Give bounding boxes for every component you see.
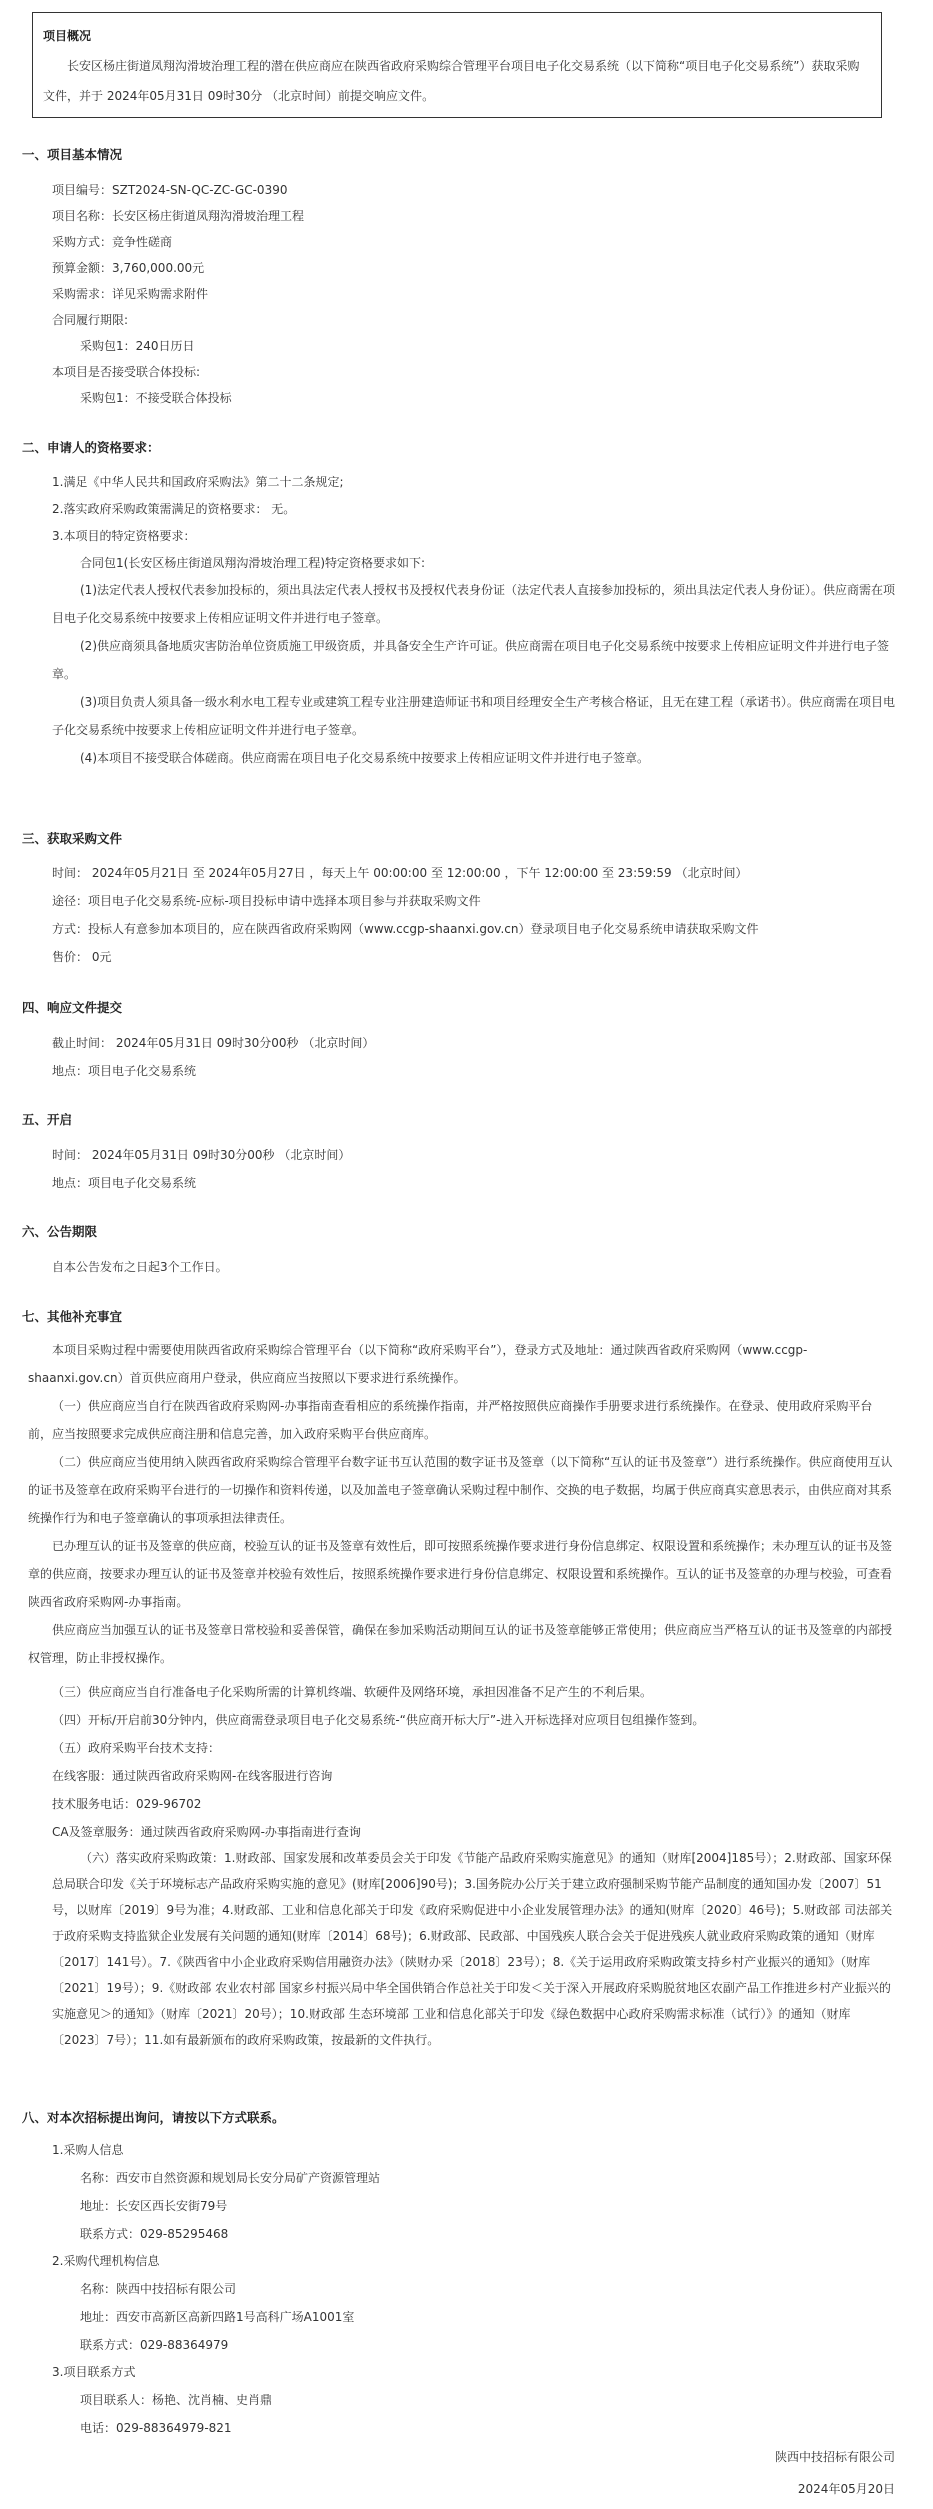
supplement-2-safekeeping: 供应商应当加强互认的证书及签章日常校验和妥善保管，确保在参加采购活动期间互认的证书及签章能够正常使用；供应商应当严格互认的证书及签章的内部授权管理，防止非授权操作。 [28, 1623, 893, 1665]
footer-date: 2024年05月20日 [797, 2482, 895, 2496]
notice-period: 自本公告发布之日起3个工作日。 [52, 1260, 228, 1274]
online-service: 在线客服：通过陕西省政府采购网-在线客服进行咨询 [52, 1769, 333, 1783]
consortium-value: 采购包1：不接受联合体投标 [80, 391, 232, 405]
section-7-title: 七、其他补充事宜 [22, 1309, 123, 1324]
qualification-item-4: (4)本项目不接受联合体磋商。供应商需在项目电子化交易系统中按要求上传相应证明文件并进行电子签章。 [80, 751, 650, 765]
submission-deadline: 截止时间： 2024年05月31日 09时30分00秒 （北京时间） [52, 1036, 375, 1050]
supplement-3: （三）供应商应当自行准备电子化采购所需的计算机终端、软硬件及网络环境，承担因准备不足产生的不利后果。 [52, 1685, 653, 1699]
section-3-title: 三、获取采购文件 [22, 831, 123, 846]
document-price: 售价： 0元 [52, 950, 112, 964]
section-5-title: 五、开启 [22, 1112, 73, 1127]
supplement-4: （四）开标/开启前30分钟内，供应商需登录项目电子化交易系统-“供应商开标大厅”-进入开标选择对应项目包组操作签到。 [52, 1713, 705, 1727]
supplement-1: （一）供应商应当自行在陕西省政府采购网-办事指南查看相应的系统操作指南，并严格按照供应商操作手册要求进行系统操作。在登录、使用政府采购平台前，应当按照要求完成供应商注册和信息完善，加入政府采购平台供应商库。 [28, 1399, 873, 1441]
project-summary-box [32, 12, 882, 118]
supplement-5: （五）政府采购平台技术支持： [52, 1741, 221, 1755]
purchaser-phone: 联系方式：029-85295468 [80, 2227, 229, 2241]
section-2-title: 二、申请人的资格要求： [22, 440, 160, 455]
summary-title: 项目概况 [43, 29, 92, 43]
agency-heading: 2.采购代理机构信息 [52, 2254, 160, 2268]
consortium-label: 本项目是否接受联合体投标: [52, 365, 201, 379]
agency-name: 名称：陕西中技招标有限公司 [80, 2282, 237, 2296]
acquire-method: 方式：投标人有意参加本项目的，应在陕西省政府采购网（www.ccgp-shaanxi.gov.cn）登录项目电子化交易系统申请获取采购文件 [52, 922, 759, 936]
acquire-route: 途径：项目电子化交易系统-应标-项目投标申请中选择本项目参与并获取采购文件 [52, 894, 481, 908]
qualification-item-2: (2)供应商须具备地质灾害防治单位资质施工甲级资质，并具备安全生产许可证。供应商需在项目电子化交易系统中按要求上传相应证明文件并进行电子签章。 [52, 639, 890, 681]
acquire-time: 时间： 2024年05月21日 至 2024年05月27日 ，每天上午 00:00:00 至 12:00:00 ，下午 12:00:00 至 23:59:59 （北京时间） [52, 866, 748, 880]
project-contact-phone: 电话：029-88364979-821 [80, 2421, 232, 2435]
tech-support-phone: 技术服务电话：029-96702 [52, 1797, 202, 1811]
qualification-item-3: (3)项目负责人须具备一级水利水电工程专业或建筑工程专业注册建造师证书和项目经理安全生产考核合格证，且无在建工程（承诺书）。供应商需在项目电子化交易系统中按要求上传相应证明文件并进行电子签章。 [52, 695, 896, 737]
purchaser-address: 地址：长安区西长安街79号 [80, 2199, 228, 2213]
contract-period-value: 采购包1：240日历日 [80, 339, 195, 353]
agency-phone: 联系方式：029-88364979 [80, 2338, 229, 2352]
opening-time: 时间： 2024年05月31日 09时30分00秒 （北京时间） [52, 1148, 351, 1162]
footer-organization: 陕西中技招标有限公司 [774, 2450, 895, 2464]
procurement-demand: 采购需求：详见采购需求附件 [52, 287, 209, 301]
section-8-title: 八、对本次招标提出询问，请按以下方式联系。 [22, 2110, 285, 2125]
qualification-1: 1.满足《中华人民共和国政府采购法》第二十二条规定; [52, 475, 344, 489]
section-1-title: 一、项目基本情况 [22, 147, 123, 162]
supplement-2-detail: 已办理互认的证书及签章的供应商，校验互认的证书及签章有效性后，即可按照系统操作要求进行身份信息绑定、权限设置和系统操作；未办理互认的证书及签章的供应商，按要求办理互认的证书及签章并校验有效性后，按照系统操作要求进行身份信息绑定、权限设置和系统操作。互认的证书及签章的办理与校验，可查看陕西省政府采购网-办事指南。 [28, 1539, 893, 1609]
qualification-2: 2.落实政府采购政策需满足的资格要求： 无。 [52, 502, 296, 516]
procurement-method: 采购方式：竞争性磋商 [52, 235, 173, 249]
submission-place: 地点：项目电子化交易系统 [52, 1064, 197, 1078]
platform-intro: 本项目采购过程中需要使用陕西省政府采购综合管理平台（以下简称“政府采购平台”），登录方式及地址：通过陕西省政府采购网（www.ccgp-shaanxi.gov.cn）首页供应商用户登录，供应商应当按照以下要求进行系统操作。 [28, 1343, 808, 1385]
qualification-intro: 合同包1(长安区杨庄街道凤翔沟滑坡治理工程)特定资格要求如下: [80, 556, 426, 570]
project-number: 项目编号：SZT2024-SN-QC-ZC-GC-0390 [52, 183, 288, 197]
policy-implementation: （六）落实政府采购政策：1.财政部、国家发展和改革委员会关于印发《节能产品政府采购实施意见》的通知（财库[2004]185号）；2.财政部、国家环保总局联合印发《关于环境标志产品政府采购实施的意见》(财库[2006]90号)；3.国务院办公厅关于建立政府强制采购节能产品制度的通知国办发〔2007〕51号，以财库〔2019〕9号为准；4.财政部、工业和信息化部关于印发《政府采购促进中小企业发展管理办法》的通知(财库〔2020〕46号)；5.财政部 司法部关于政府采购支持监狱企业发展有关问题的通知(财库〔2014〕68号)；6.财政部、民政部、中国残疾人联合会关于促进残疾人就业政府采购政策的通知（财库〔2017〕141号）。7.《陕西省中小企业政府采购信用融资办法》（陕财办采〔2018〕23号）；8.《关于运用政府采购政策支持乡村产业振兴的通知》（财库〔2021〕19号）；9.《财政部 农业农村部 国家乡村振兴局中华全国供销合作总社关于印发＜关于深入开展政府采购脱贫地区农副产品工作推进乡村产业振兴的实施意见＞的通知》（财库〔2021〕20号）；10.财政部 生态环境部 工业和信息化部关于印发《绿色数据中心政府采购需求标准（试行）》的通知（财库〔2023〕7号）；11.如有最新颁布的政府采购政策，按最新的文件执行。 [52, 1851, 893, 2047]
qualification-3: 3.本项目的特定资格要求： [52, 529, 196, 543]
opening-place: 地点：项目电子化交易系统 [52, 1176, 197, 1190]
agency-address: 地址：西安市高新区高新四路1号高科广场A1001室 [80, 2310, 355, 2324]
budget-amount: 预算金额：3,760,000.00元 [52, 261, 205, 275]
supplement-2: （二）供应商应当使用纳入陕西省政府采购综合管理平台数字证书互认范围的数字证书及签章（以下简称“互认的证书及签章”）进行系统操作。供应商使用互认的证书及签章在政府采购平台进行的一切操作和资料传递，以及加盖电子签章确认采购过程中制作、交换的电子数据，均属于供应商真实意思表示，由供应商对其系统操作行为和电子签章确认的事项承担法律责任。 [28, 1455, 893, 1525]
project-contact-heading: 3.项目联系方式 [52, 2365, 136, 2379]
purchaser-heading: 1.采购人信息 [52, 2143, 124, 2157]
contract-period-label: 合同履行期限: [52, 313, 129, 327]
summary-text: 长安区杨庄街道凤翔沟滑坡治理工程的潜在供应商应在陕西省政府采购综合管理平台项目电子化交易系统（以下简称“项目电子化交易系统”）获取采购文件，并于 2024年05月31日 09时30分 （北京时间）前提交响应文件。 [43, 59, 860, 103]
section-4-title: 四、响应文件提交 [22, 1000, 123, 1015]
qualification-item-1: (1)法定代表人授权代表参加投标的，须出具法定代表人授权书及授权代表身份证（法定代表人直接参加投标的，须出具法定代表人身份证）。供应商需在项目电子化交易系统中按要求上传相应证明文件并进行电子签章。 [52, 583, 896, 625]
project-contact-people: 项目联系人：杨艳、沈肖楠、史肖鼎 [80, 2393, 273, 2407]
project-name: 项目名称：长安区杨庄街道凤翔沟滑坡治理工程 [52, 209, 305, 223]
section-6-title: 六、公告期限 [22, 1224, 98, 1239]
ca-service: CA及签章服务：通过陕西省政府采购网-办事指南进行查询 [52, 1825, 361, 1839]
purchaser-name: 名称：西安市自然资源和规划局长安分局矿产资源管理站 [80, 2171, 381, 2185]
